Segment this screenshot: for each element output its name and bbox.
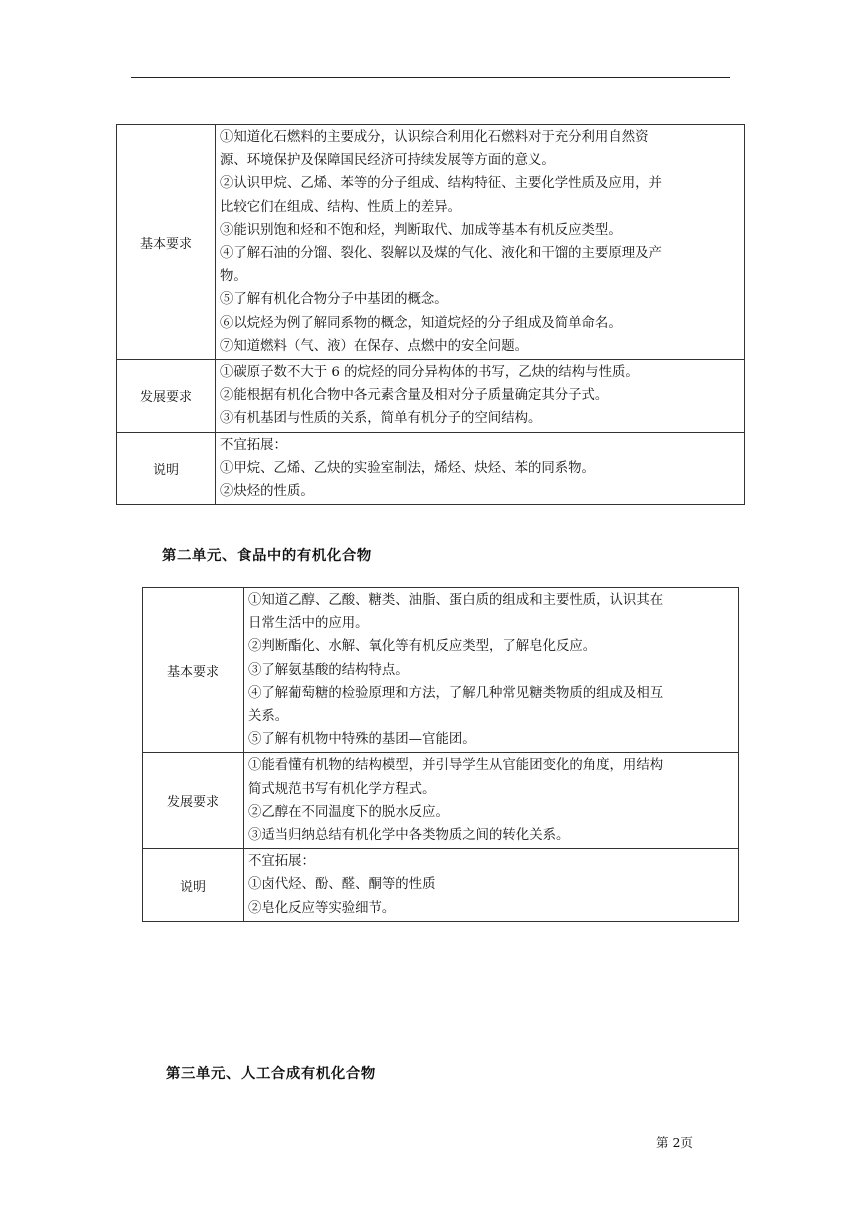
row-content — [216, 360, 745, 433]
content-line: ③适当归纳总结有机化学中各类物质之间的转化关系。 — [248, 828, 570, 844]
table-row — [117, 432, 745, 505]
content-line: ③能识别饱和烃和不饱和烃，判断取代、加成等基本有机反应类型。 — [220, 222, 622, 238]
row-label: 基本要求 — [143, 588, 244, 753]
table-row — [117, 360, 745, 433]
row-content — [244, 753, 739, 849]
content-line: ②能根据有机化合物中各元素含量及相对分子质量确定其分子式。 — [220, 388, 609, 404]
table-row — [143, 849, 739, 922]
content-line: ①知道乙醇、乙酸、糖类、油脂、蛋白质的组成和主要性质，认识其在 — [248, 593, 664, 608]
table-row — [117, 125, 745, 360]
content-line: ②判断酯化、水解、氧化等有机反应类型，了解皂化反应。 — [248, 639, 597, 655]
content-line: ②认识甲烷、乙烯、苯等的分子组成、结构特征、主要化学性质及应用，并 — [220, 176, 662, 192]
content-line: 不宜拓展： — [220, 437, 287, 453]
content-line: ③了解氨基酸的结构特点。 — [248, 662, 409, 678]
table-row — [143, 588, 739, 753]
content-line: ①碳原子数不大于 6 的烷烃的同分异构体的书写，乙炔的结构与性质。 — [220, 365, 639, 381]
row-content — [216, 125, 745, 360]
content-line: ⑥以烷烃为例了解同系物的概念，知道烷烃的分子组成及简单命名。 — [220, 315, 622, 331]
row-label: 说明 — [117, 432, 216, 505]
content-line: 源、环境保护及保障国民经济可持续发展等方面的意义。 — [220, 153, 555, 169]
content-line: ②皂化反应等实验细节。 — [248, 900, 396, 916]
content-line: 关系。 — [248, 709, 289, 725]
row-label: 发展要求 — [117, 360, 216, 433]
content-line: 日常生活中的应用。 — [248, 616, 369, 632]
content-line: 简式规范书写有机化学方程式。 — [248, 781, 436, 797]
page-number: 第 2页 — [656, 1135, 693, 1150]
content-line: 物。 — [220, 269, 247, 285]
unit2-title: 第二单元、食品中的有机化合物 — [162, 547, 372, 564]
unit2-requirements-table — [142, 587, 739, 922]
content-line: ⑤了解有机化合物分子中基团的概念。 — [220, 292, 448, 308]
row-content — [244, 588, 739, 753]
row-content — [216, 432, 745, 505]
content-line: ④了解石油的分馏、裂化、裂解以及煤的气化、液化和干馏的主要原理及产 — [220, 246, 662, 262]
content-line: ⑦知道燃料（气、液）在保存、点燃中的安全问题。 — [220, 338, 528, 354]
content-line: 不宜拓展： — [248, 854, 315, 870]
content-line: ①知道化石燃料的主要成分，认识综合利用化石燃料对于充分利用自然资 — [220, 130, 649, 145]
unit3-title: 第三单元、人工合成有机化合物 — [166, 1065, 376, 1082]
table-row — [143, 753, 739, 849]
content-line: ①甲烷、乙烯、乙炔的实验室制法，烯烃、炔烃、苯的同系物。 — [220, 460, 595, 476]
row-label: 基本要求 — [117, 125, 216, 360]
content-line: ①卤代烃、酚、醛、酮等的性质 — [248, 877, 436, 893]
unit1-requirements-table — [116, 124, 745, 505]
content-line: ②乙醇在不同温度下的脱水反应。 — [248, 804, 449, 820]
row-content — [244, 849, 739, 922]
row-label: 发展要求 — [143, 753, 244, 849]
content-line: ①能看懂有机物的结构模型，并引导学生从官能团变化的角度，用结构 — [248, 758, 664, 774]
row-label: 说明 — [143, 849, 244, 922]
content-line: 比较它们在组成、结构、性质上的差异。 — [220, 199, 462, 215]
content-line: ⑤了解有机物中特殊的基团—官能团。 — [248, 732, 476, 748]
content-line: ②炔烃的性质。 — [220, 484, 314, 500]
header-rule — [131, 77, 730, 78]
content-line: ④了解葡萄糖的检验原理和方法，了解几种常见糖类物质的组成及相互 — [248, 685, 664, 701]
content-line: ③有机基团与性质的关系，简单有机分子的空间结构。 — [220, 411, 542, 427]
